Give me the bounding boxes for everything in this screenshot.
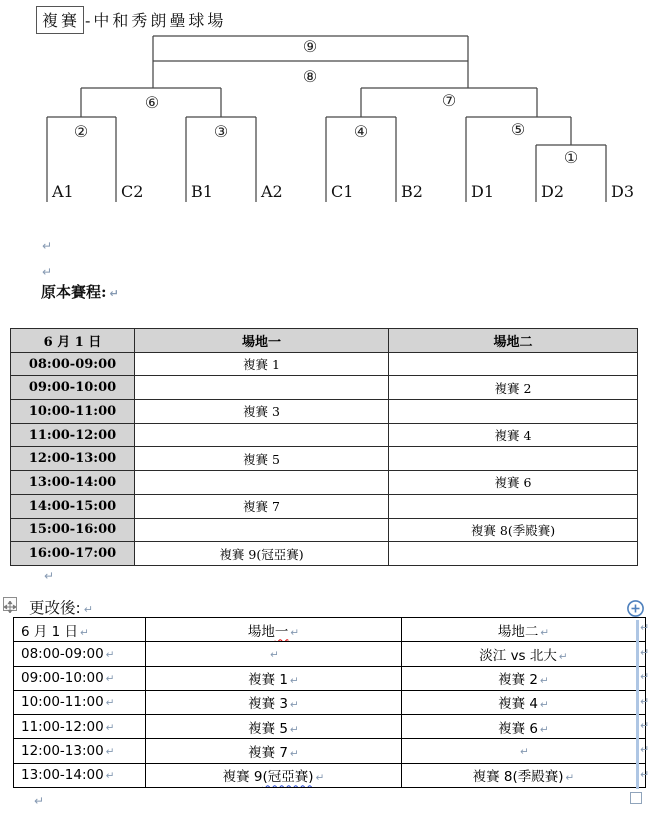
table-header-row xyxy=(14,618,646,642)
heading-original-schedule xyxy=(41,281,119,302)
match-cell xyxy=(135,423,389,447)
end-of-row-mark: ↵ xyxy=(640,621,650,635)
time-cell[interactable] xyxy=(14,715,146,739)
table-resize-handle[interactable] xyxy=(630,792,642,804)
table-row xyxy=(14,642,646,666)
table-row xyxy=(11,518,638,542)
bracket-team-label: C1 xyxy=(331,182,354,201)
match-cell: 複賽 8(季殿賽) xyxy=(389,518,638,542)
venue-header-cell: 場地二 xyxy=(389,329,638,353)
heading-original-text: 原本賽程: xyxy=(41,283,107,301)
match-cell: 複賽 1 xyxy=(135,352,389,376)
venue2-header-cell[interactable] xyxy=(402,618,646,642)
venue1-cell[interactable] xyxy=(146,739,402,763)
cell-text: 場地 xyxy=(247,623,275,640)
cell-text: 09:00-10:00 xyxy=(21,670,104,687)
end-of-cell-mark: ↵ xyxy=(540,699,549,712)
cell-text: 複賽 4 xyxy=(498,696,539,713)
table-row xyxy=(14,715,646,739)
time-cell: 10:00-11:00 xyxy=(11,400,135,424)
time-cell: 08:00-09:00 xyxy=(11,352,135,376)
end-of-row-mark: ↵ xyxy=(640,694,650,708)
time-cell: 11:00-12:00 xyxy=(11,423,135,447)
time-cell[interactable] xyxy=(14,642,146,666)
bracket-match-number: ⑦ xyxy=(441,91,457,110)
cell-text: 複賽 1 xyxy=(248,672,289,689)
cell-text: 複賽 8(季殿賽) xyxy=(472,769,564,786)
end-of-cell-mark: ↵ xyxy=(105,673,115,686)
title-boxed-term: 複賽 xyxy=(36,6,84,34)
time-cell[interactable] xyxy=(14,666,146,690)
end-of-cell-mark: ↵ xyxy=(105,746,115,759)
move-arrows-icon xyxy=(4,601,16,613)
end-of-cell-mark: ↵ xyxy=(540,626,550,639)
table-row xyxy=(14,666,646,690)
match-cell xyxy=(389,400,638,424)
table-right-gridline[interactable] xyxy=(636,620,639,789)
bracket-team-label: D3 xyxy=(611,182,635,201)
cell-text: 場地二 xyxy=(497,623,539,640)
cell-text: 複賽 7 xyxy=(248,745,289,762)
bracket-team-label: B2 xyxy=(401,182,423,201)
end-of-cell-mark: ↵ xyxy=(290,626,300,639)
match-cell xyxy=(135,471,389,495)
paragraph-mark: ↵ xyxy=(42,239,53,253)
match-cell: 複賽 9(冠亞賽) xyxy=(135,542,389,566)
cell-text: 複賽 5 xyxy=(248,720,289,737)
bracket-team-label: D1 xyxy=(471,182,495,201)
cell-text: 複賽 3 xyxy=(248,696,289,713)
cell-text: 6 月 1 日 xyxy=(21,623,79,640)
time-cell: 14:00-15:00 xyxy=(11,494,135,518)
bracket-match-number: ③ xyxy=(213,122,229,141)
table-row xyxy=(11,471,638,495)
table-row xyxy=(11,400,638,424)
paragraph-mark: ↵ xyxy=(83,603,93,616)
bracket-match-number: ⑨ xyxy=(302,37,318,56)
bracket-match-number: ⑤ xyxy=(510,120,526,139)
venue1-cell[interactable] xyxy=(146,666,402,690)
cell-text: 淡江 vs 北大 xyxy=(479,647,557,664)
heading-changed-schedule xyxy=(29,596,93,618)
venue1-cell[interactable] xyxy=(146,715,402,739)
end-of-cell-mark: ↵ xyxy=(105,770,115,783)
bracket-team-label: B1 xyxy=(191,182,213,201)
venue2-cell[interactable] xyxy=(402,642,646,666)
time-cell: 16:00-17:00 xyxy=(11,542,135,566)
spellcheck-flagged-text: 一 xyxy=(274,623,289,640)
title-rest: -中和秀朗壘球場 xyxy=(85,11,227,30)
bracket-team-label: A1 xyxy=(52,182,74,201)
end-of-row-mark: ↵ xyxy=(640,670,650,684)
bracket-match-number: ⑥ xyxy=(144,93,160,112)
venue2-cell[interactable] xyxy=(402,690,646,714)
match-cell: 複賽 5 xyxy=(135,447,389,471)
end-of-cell-mark: ↵ xyxy=(80,626,89,639)
end-of-cell-mark: ↵ xyxy=(520,746,529,759)
end-of-row-mark: ↵ xyxy=(640,645,650,659)
match-cell xyxy=(135,518,389,542)
end-of-cell-mark: ↵ xyxy=(290,748,299,761)
bracket-team-label: D2 xyxy=(541,182,565,201)
venue1-cell[interactable] xyxy=(146,690,402,714)
table-row xyxy=(11,494,638,518)
end-of-cell-mark: ↵ xyxy=(565,772,575,785)
table-row xyxy=(14,690,646,714)
plus-circle-icon xyxy=(626,599,645,618)
venue-header-cell: 場地一 xyxy=(135,329,389,353)
table-row xyxy=(14,739,646,763)
bracket-match-number: ① xyxy=(563,148,579,167)
bracket-match-number: ④ xyxy=(353,122,369,141)
end-of-cell-mark: ↵ xyxy=(558,650,568,663)
cell-text: 11:00-12:00 xyxy=(21,718,104,735)
time-cell: 15:00-16:00 xyxy=(11,518,135,542)
paragraph-mark: ↵ xyxy=(109,287,119,300)
table-row xyxy=(11,423,638,447)
bracket-team-label: C2 xyxy=(121,182,144,201)
end-of-row-mark: ↵ xyxy=(640,743,650,757)
end-of-cell-mark: ↵ xyxy=(540,675,549,688)
time-cell[interactable] xyxy=(14,739,146,763)
table-row xyxy=(14,763,646,787)
table-insert-plus-icon[interactable] xyxy=(626,599,645,618)
cell-text: 08:00-09:00 xyxy=(21,645,104,662)
match-cell: 複賽 2 xyxy=(389,376,638,400)
cell-text: 複賽 9 xyxy=(222,769,263,786)
end-of-cell-mark: ↵ xyxy=(270,648,279,661)
tournament-bracket-diagram xyxy=(0,0,653,212)
match-cell xyxy=(389,352,638,376)
date-header-cell: 6 月 1 日 xyxy=(11,329,135,353)
end-of-cell-mark: ↵ xyxy=(315,772,325,785)
venue2-cell[interactable] xyxy=(402,763,646,787)
match-cell xyxy=(389,542,638,566)
venue1-header-cell[interactable] xyxy=(146,618,402,642)
match-cell xyxy=(389,447,638,471)
cell-text: 12:00-13:00 xyxy=(21,743,104,760)
time-cell: 09:00-10:00 xyxy=(11,376,135,400)
bracket-match-number: ⑧ xyxy=(302,67,318,86)
venue2-cell[interactable] xyxy=(402,739,646,763)
venue2-cell[interactable] xyxy=(402,715,646,739)
table-row xyxy=(11,447,638,471)
venue1-cell[interactable] xyxy=(146,763,402,787)
match-cell: 複賽 3 xyxy=(135,400,389,424)
original-schedule-table xyxy=(10,328,638,566)
match-cell: 複賽 4 xyxy=(389,423,638,447)
cell-text: 複賽 2 xyxy=(498,672,539,689)
paragraph-mark: ↵ xyxy=(42,265,53,279)
revised-schedule-table xyxy=(13,617,646,788)
match-cell xyxy=(389,494,638,518)
match-cell xyxy=(135,376,389,400)
time-cell[interactable] xyxy=(14,690,146,714)
grammar-flagged-text: (冠亞賽) xyxy=(262,769,314,786)
bracket-match-number: ② xyxy=(73,122,89,141)
match-cell: 複賽 6 xyxy=(389,471,638,495)
table-move-handle-icon[interactable] xyxy=(3,597,17,611)
match-cell: 複賽 7 xyxy=(135,494,389,518)
end-of-cell-mark: ↵ xyxy=(290,699,299,712)
end-of-row-mark: ↵ xyxy=(640,718,650,732)
cell-text: 複賽 6 xyxy=(498,720,539,737)
table-row xyxy=(11,376,638,400)
end-of-cell-mark: ↵ xyxy=(105,648,115,661)
end-of-cell-mark: ↵ xyxy=(540,723,549,736)
heading-changed-text: 更改後: xyxy=(29,599,81,617)
time-cell: 13:00-14:00 xyxy=(11,471,135,495)
end-of-cell-mark: ↵ xyxy=(290,723,299,736)
time-cell: 12:00-13:00 xyxy=(11,447,135,471)
end-of-cell-mark: ↵ xyxy=(290,675,299,688)
cell-text: 10:00-11:00 xyxy=(21,694,104,711)
paragraph-mark: ↵ xyxy=(44,569,55,583)
end-of-cell-mark: ↵ xyxy=(105,721,115,734)
time-cell[interactable] xyxy=(14,763,146,787)
table-row xyxy=(11,542,638,566)
end-of-cell-mark: ↵ xyxy=(105,697,115,710)
paragraph-mark: ↵ xyxy=(34,794,45,808)
venue1-cell[interactable] xyxy=(146,642,402,666)
table-row xyxy=(11,352,638,376)
venue2-cell[interactable] xyxy=(402,666,646,690)
end-of-row-mark: ↵ xyxy=(640,767,650,781)
bracket-team-label: A2 xyxy=(261,182,283,201)
date-header-cell[interactable] xyxy=(14,618,146,642)
cell-text: 13:00-14:00 xyxy=(21,767,104,784)
